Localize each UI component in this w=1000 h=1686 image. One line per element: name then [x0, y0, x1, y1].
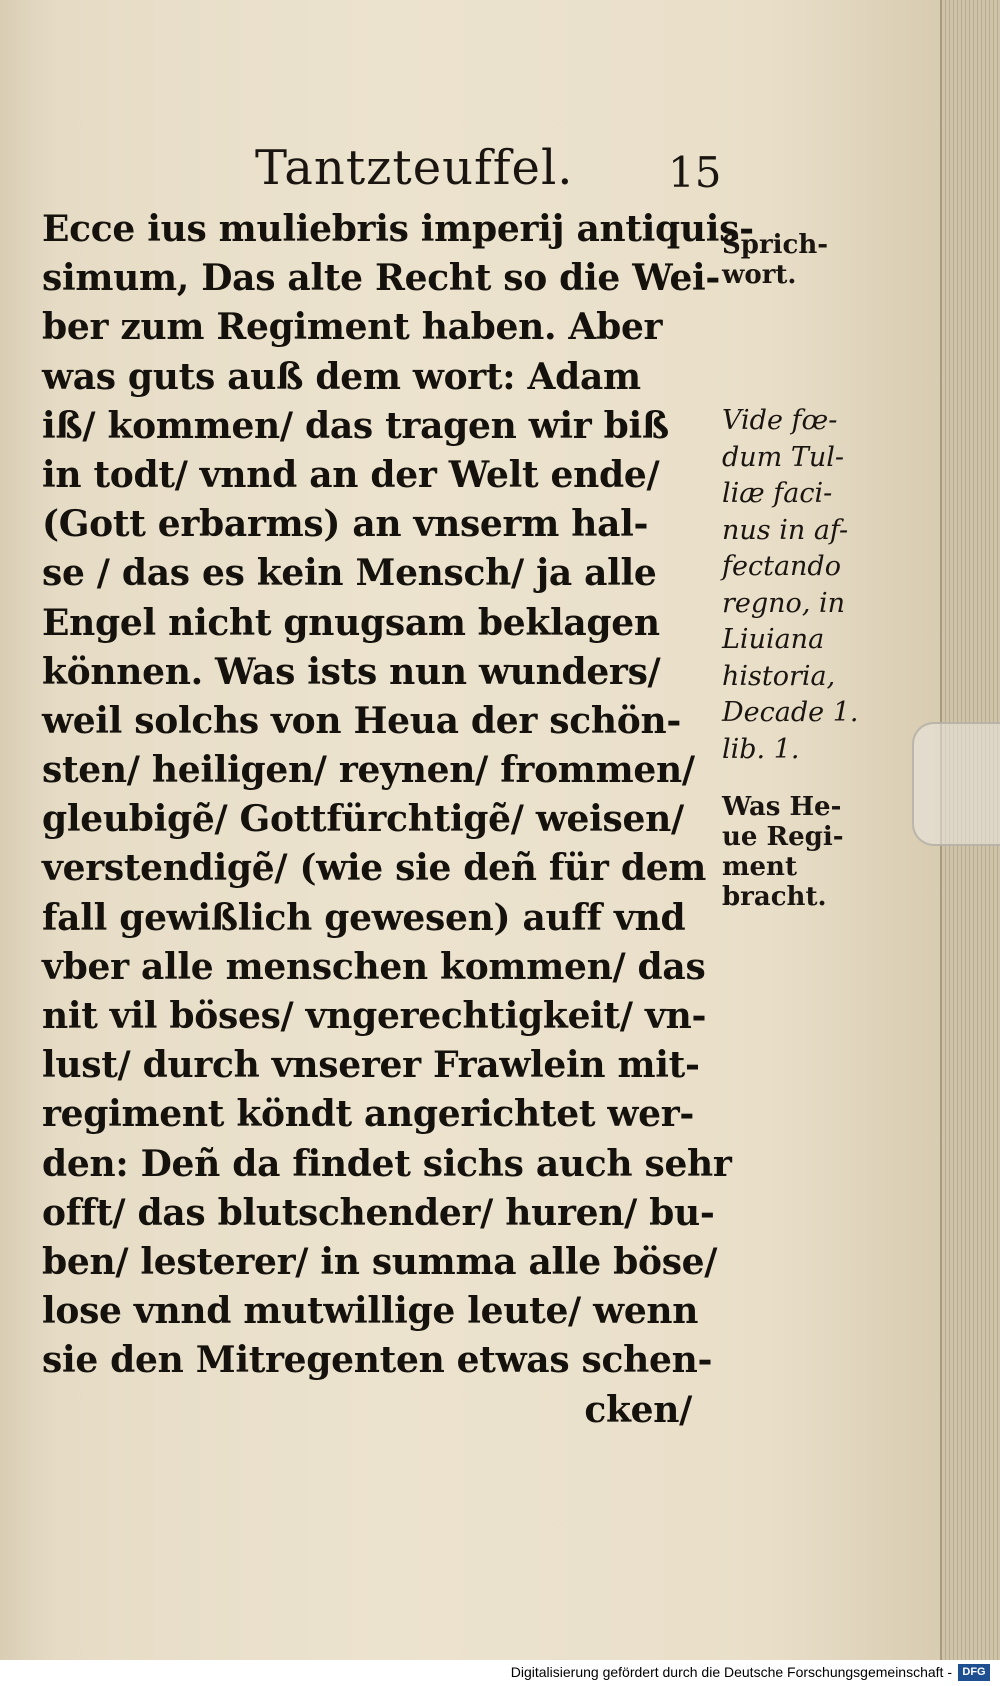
margin-note-line: Liuiana — [722, 624, 825, 655]
margin-note-line: ment — [722, 852, 797, 882]
text-line: lust/ durch vnserer Frawlein mit- — [42, 1044, 700, 1087]
running-title: Tantzteuffel. — [255, 140, 574, 196]
text-line: lose vnnd mutwillige leute/ wenn — [42, 1290, 699, 1333]
text-line: regiment köndt angerichtet wer- — [42, 1093, 695, 1136]
text-line: ber zum Regiment haben. Aber — [42, 306, 663, 349]
text-line: se / das es kein Mensch/ ja alle — [42, 552, 657, 595]
margin-note-line: Vide fœ- — [722, 405, 838, 436]
text-line: simum, Das alte Recht so die Wei- — [42, 257, 721, 300]
body-text — [42, 205, 754, 1435]
margin-note-line: wort. — [722, 260, 797, 290]
margin-note-line: dum Tul- — [722, 441, 845, 473]
footer-credit: Digitalisierung gefördert durch die Deutsche Forschungsgemeinschaft - — [510, 1664, 952, 1680]
text-line: in todt/ vnnd an der Welt ende/ — [42, 453, 660, 496]
margin-note-line: nus in af- — [722, 514, 849, 546]
text-line: offt/ das blutschender/ huren/ bu- — [42, 1191, 715, 1234]
text-line: fall gewißlich gewesen) auff vnd — [42, 896, 686, 939]
margin-note-line: lib. 1. — [722, 733, 800, 765]
text-line: cken/ — [584, 1388, 692, 1431]
text-line: nit vil böses/ vngerechtigkeit/ vn- — [42, 995, 707, 1037]
text-line: können. Was ists nun wunders/ — [42, 650, 661, 693]
margin-note-line: fectando — [722, 551, 841, 582]
text-line: ben/ lesterer/ in summa alle böse/ — [42, 1240, 718, 1283]
margin-note-heua — [722, 792, 942, 912]
text-line: vber alle menschen kommen/ das — [42, 945, 706, 988]
page-number: 15 — [668, 148, 722, 197]
text-line: sie den Mitregenten etwas schen- — [42, 1339, 713, 1382]
text-line: Ecce ius muliebris imperij antiquis- — [42, 208, 754, 250]
margin-note-sprichwort — [722, 230, 942, 290]
text-line: Engel nicht gnugsam beklagen — [42, 601, 660, 644]
text-line: gleubigẽ/ Gottfürchtigẽ/ weisen/ — [42, 798, 684, 841]
text-line: (Gott erbarms) an vnserm hal- — [42, 503, 649, 546]
text-line: den: Deñ da findet sichs auch sehr — [42, 1142, 732, 1185]
margin-note-line: historia, — [722, 660, 836, 692]
margin-note-line: bracht. — [722, 882, 827, 912]
margin-note-line: Sprich- — [722, 230, 829, 260]
dfg-logo: DFG — [958, 1664, 990, 1681]
margin-note-line: ue Regi- — [722, 822, 844, 852]
text-line: was guts auß dem wort: Adam — [42, 355, 641, 398]
margin-note-vide — [722, 403, 942, 768]
page-header — [40, 140, 720, 200]
text-line: verstendigẽ/ (wie sie deñ für dem — [42, 847, 707, 890]
margin-note-line: Was He- — [722, 792, 842, 822]
margin-note-line: Decade 1. — [722, 697, 859, 728]
text-line: weil solchs von Heua der schön- — [42, 699, 681, 742]
text-line: sten/ heiligen/ reynen/ frommen/ — [42, 749, 695, 792]
digitization-footer — [0, 1660, 1000, 1686]
margin-note-line: regno, in — [722, 587, 846, 619]
text-line: iß/ kommen/ das tragen wir biß — [42, 404, 669, 447]
margin-note-line: liæ faci- — [722, 478, 833, 509]
